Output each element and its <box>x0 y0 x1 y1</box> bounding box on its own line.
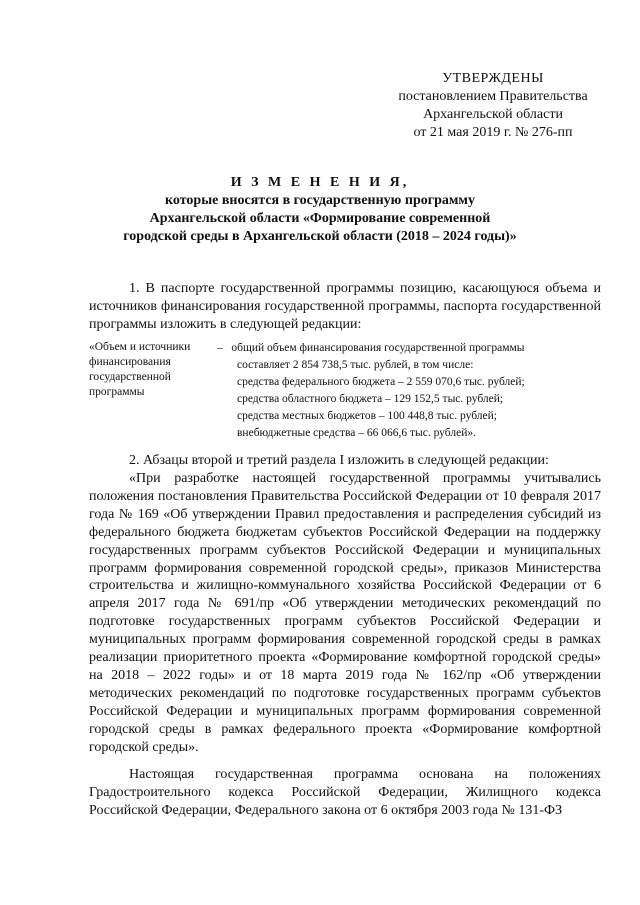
passport-row-federal: средства федерального бюджета – 2 559 070,6 тыс. рублей; <box>237 376 525 388</box>
approval-heading: УТВЕРЖДЕНЫ <box>442 71 544 86</box>
approval-line-decree: постановлением Правительства <box>398 89 588 104</box>
title-line-2: которые вносятся в государственную программу <box>165 193 475 208</box>
title-heading: И З М Е Н Е Н И Я, <box>230 175 410 190</box>
item-2-paragraph: 2. Абзацы второй и третий раздела I изложить в следующей редакции: <box>129 453 549 468</box>
passport-financing-table <box>89 340 601 440</box>
document-title <box>60 174 580 246</box>
approval-block <box>384 70 602 142</box>
section-1-paragraph-3: Настоящая государственная программа основана на положениях Градостроительного кодекса Российской Федерации, Жилищного кодекса Российской Федерации, Федерального закона от 6 октября 2003 года № 131-ФЗ <box>89 767 601 818</box>
passport-label: «Объем и источники финансирования государственной программы <box>89 341 191 398</box>
title-line-4: городской среды в Архангельской области (2018 – 2024 годы)» <box>123 229 517 244</box>
passport-row-total: – общий объем финансирования государственной программы <box>217 342 525 354</box>
title-line-3: Архангельской области «Формирование современной <box>149 211 491 226</box>
item-1-paragraph: 1. В паспорте государственной программы позицию, касающуюся объема и источников финансирования государственной программы, паспорта государственной программы изложить в следующей редакции: <box>89 281 601 333</box>
passport-row-extrabudgetary: внебюджетные средства – 66 066,6 тыс. рублей». <box>237 427 476 439</box>
passport-row-local: средства местных бюджетов – 100 448,8 тыс. рублей; <box>237 410 497 422</box>
section-1-paragraph-2: «При разработке настоящей государственной программы учитывались положения постановления Правительства Российской Федерации от 10 февраля 2017 года № 169 «Об утверждении Правил предоставления и распределения субсидий из федерального бюджета бюджетам субъектов Российской Федерации на поддержку государственных программ субъектов Российской Федерации и муниципальных программ формирования современной городской среды», приказов Министерства строительства и жилищно-коммунального хозяйства Российской Федерации от 6 апреля 2017 года № 691/пр «Об утверждении методических рекомендаций по подготовке государственных программ субъектов Российской Федерации и муниципальных программ формирования современной городской среды в рамках реализации приоритетного проекта «Формирование комфортной городской среды» на 2018 – 2022 годы» и от 18 марта 2019 года № 162/пр «Об утверждении методических рекомендаций по подготовке государственных программ субъектов Российской Федерации и муниципальных программ формирования современной городской среды в рамках федерального проекта «Формирование комфортной городской среды». <box>89 471 601 755</box>
approval-line-date: от 21 мая 2019 г. № 276-пп <box>413 125 573 140</box>
passport-values <box>217 340 601 442</box>
approval-line-region: Архангельской области <box>423 107 563 122</box>
passport-row-regional: средства областного бюджета – 129 152,5 тыс. рублей; <box>237 393 504 405</box>
passport-dash: – <box>217 342 223 354</box>
passport-row-total-amount: составляет 2 854 738,5 тыс. рублей, в том числе: <box>237 359 474 371</box>
